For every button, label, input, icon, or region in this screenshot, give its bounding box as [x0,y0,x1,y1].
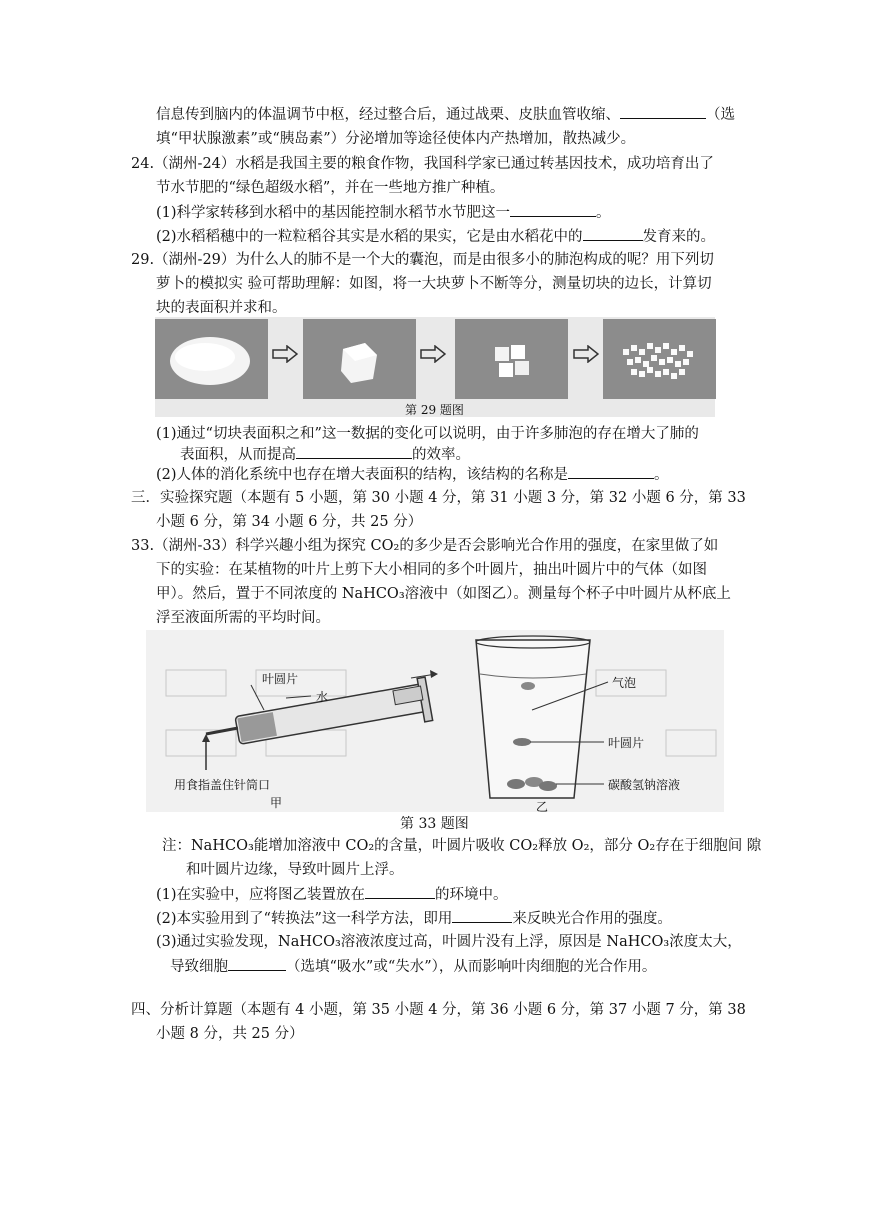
q24-part2-end: 发育来的。 [642,229,716,245]
q33-part3: (3)通过实验发现，NaHCO₃溶液浓度过高，叶圆片没有上浮，原因是 NaHCO₃浓度太大， [156,934,742,950]
q29-part1-end: 的效率。 [412,447,470,463]
q29-part1: (1)通过“切块表面积之和”这一数据的变化可以说明，由于许多肺泡的存在增大了肺的 [156,426,699,442]
radish-whole-photo [155,319,268,399]
answer-blank[interactable] [296,444,412,459]
section-4-heading: 四、分析计算题（本题有 4 小题，第 35 小题 4 分，第 36 小题 6 分，第 37 小题 7 分，第 38 [131,1002,746,1018]
label-jia: 甲 [270,796,283,810]
q29-part2-end: 。 [654,467,669,483]
radish-cube-icon [303,319,416,399]
q33-stem-3: 甲）。然后，置于不同浓度的 NaHCO₃溶液中（如图乙）。测量每个杯子中叶圆片从杯底上 [156,586,731,602]
radish-pieces-icon [455,319,568,399]
label-finger: 用食指盖住针筒口 [174,778,271,792]
radish-half-photo [303,319,416,399]
q29-stem-3: 块的表面积并求和。 [156,300,287,316]
answer-blank[interactable] [510,202,596,217]
q33-part2-end: 来反映光合作用的强度。 [512,911,672,927]
answer-blank[interactable] [620,104,706,119]
q33-part1-text: (1)在实验中，应将图乙装置放在 [156,887,366,903]
q23-text-b: （选 [706,107,735,123]
label-water: 水 [316,690,329,704]
q29-part1-text: 表面积，从而提高 [180,447,296,463]
radish-whole-icon [155,319,268,399]
figure-33 [146,630,724,812]
q33-part1-end: 的环境中。 [435,887,508,903]
q24-stem: 24.（湖州-24）水稻是我国主要的粮食作物，我国科学家已通过转基因技术，成功培育出了 [131,156,714,172]
q33-part3-end: （选填“吸水”或“失水”），从而影响叶肉细胞的光合作用。 [286,959,657,975]
q29-part1-cont [180,444,470,465]
q33-part2-text: (2)本实验用到了“转换法”这一科学方法，即用 [156,911,453,927]
q33-part1 [156,884,508,905]
label-solution: 碳酸氢钠溶液 [608,778,681,792]
q23-text-a: 信息传到脑内的体温调节中枢，经过整合后，通过战栗、皮肤血管收缩、 [156,107,620,123]
arrow-right-icon [420,345,446,367]
answer-blank[interactable] [228,956,286,971]
q23-line1 [156,104,735,125]
q24-part1-text: (1)科学家转移到水稻中的基因能控制水稻节水节肥这一 [156,205,511,221]
label-bubble: 气泡 [612,676,637,690]
label-yi: 乙 [536,800,549,814]
radish-quarter-photo [455,319,568,399]
radish-many-cubes-icon [603,319,716,399]
q33-part3-text: 导致细胞 [170,959,228,975]
q33-stem-4: 浮至液面所需的平均时间。 [156,610,330,626]
figure-29 [155,317,715,417]
q24-part1 [156,202,611,223]
q29-part2-text: (2)人体的消化系统中也存在增大表面积的结构，该结构的名称是 [156,467,569,483]
section-4-heading-2: 小题 8 分，共 25 分） [156,1026,304,1042]
label-leaf-disc: 叶圆片 [262,672,299,686]
section-3-heading: 三．实验探究题（本题有 5 小题，第 30 小题 4 分，第 31 小题 3 分，第 32 小题 6 分，第 33 [131,490,746,506]
section-3-heading-2: 小题 6 分，第 34 小题 6 分，共 25 分） [156,514,423,530]
q29-part2 [156,464,669,485]
q23-line2: 填“甲状腺激素”或“胰岛素”）分泌增加等途径使体内产热增加，散热减少。 [156,131,636,147]
figure-29-caption: 第 29 题图 [405,403,464,417]
answer-blank[interactable] [365,884,435,899]
q33-stem-2: 下的实验：在某植物的叶片上剪下大小相同的多个叶圆片，抽出叶圆片中的气体（如图 [156,562,707,578]
q24-stem-2: 节水节肥的“绿色超级水稻”，并在一些地方推广种植。 [156,180,505,196]
q24-part2 [156,226,715,247]
q24-part1-end: 。 [596,205,611,221]
syringe-icon [202,670,438,770]
q29-stem: 29.（湖州-29）为什么人的肺不是一个大的囊泡，而是由很多小的肺泡构成的呢？用下列切 [131,252,714,268]
q33-part2 [156,908,672,929]
q33-note: 注：NaHCO₃能增加溶液中 CO₂的含量，叶圆片吸收 CO₂释放 O₂，部分 O₂存在于细胞间 隙 [162,838,762,854]
q24-part2-text: (2)水稻稻穗中的一粒粒稻谷其实是水稻的果实，它是由水稻花中的 [156,229,583,245]
answer-blank[interactable] [452,908,512,923]
q29-stem-2: 萝卜的模拟实 验可帮助理解：如图，将一大块萝卜不断等分，测量切块的边长，计算切 [156,276,712,292]
cup-icon [476,636,608,798]
arrow-right-icon [272,345,298,367]
q33-stem: 33.（湖州-33）科学兴趣小组为探究 CO₂的多少是否会影响光合作用的强度，在家里做了如 [131,538,719,554]
q33-part3-cont [170,956,656,977]
arrow-right-icon [573,345,599,367]
label-leaf-disc-2: 叶圆片 [608,736,645,750]
radish-small-cubes-photo [603,319,716,399]
answer-blank[interactable] [583,226,643,241]
answer-blank[interactable] [568,464,654,479]
q33-note-2: 和叶圆片边缘，导致叶圆片上浮。 [186,862,404,878]
figure-33-caption: 第 33 题图 [400,816,469,832]
